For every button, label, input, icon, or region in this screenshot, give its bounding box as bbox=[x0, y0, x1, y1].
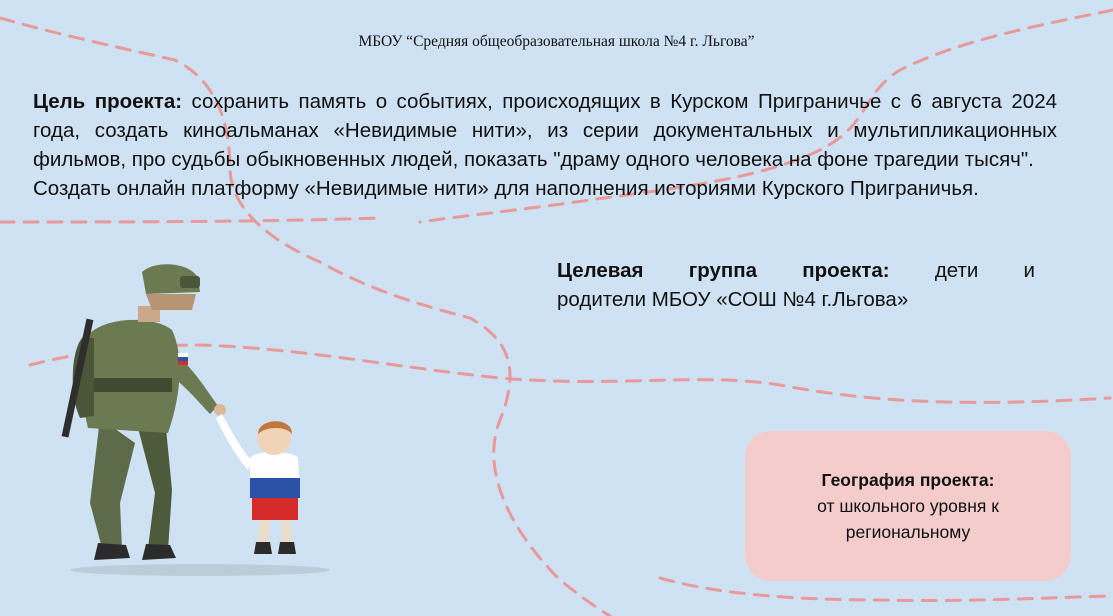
geography-box bbox=[745, 431, 1071, 581]
target-group-label-word-3: проекта: bbox=[802, 259, 890, 282]
school-name-header: МБОУ “Средняя общеобразовательная школа №4 г. Льгова” bbox=[358, 33, 755, 50]
thread-bottom-right bbox=[660, 578, 1110, 601]
project-goal-label: Цель проекта: bbox=[33, 90, 183, 113]
project-goal-text: сохранить память о событиях, происходящих в Курском Приграничье с 6 августа 2024 года, создать киноальманах «Невидимые нити», из серии документальных и мультипликационных фильмов, про судьбы обыкновенных людей, показать "драму одного человека на фоне трагедии тысяч". bbox=[33, 90, 1057, 171]
geography-text-line-2: региональному bbox=[845, 522, 971, 542]
project-goal-paragraph bbox=[33, 87, 1057, 174]
target-group-text-word-1: дети bbox=[934, 259, 979, 282]
target-group-label-word-1: Целевая bbox=[557, 259, 644, 282]
geography-text-line-1: от школьного уровня к bbox=[817, 496, 999, 516]
target-group-text-word-2: и bbox=[1023, 259, 1035, 282]
geography-label: География проекта: bbox=[821, 470, 995, 490]
project-platform-text: Создать онлайн платформу «Невидимые нити» для наполнения историями Курского Приграничья. bbox=[33, 177, 979, 200]
thread-middle bbox=[0, 218, 380, 222]
project-goal-block bbox=[33, 87, 1057, 203]
soldier-and-child-illustration bbox=[60, 258, 350, 588]
target-group-block bbox=[557, 256, 1035, 314]
target-group-line-2: родители МБОУ «СОШ №4 г.Льгова» bbox=[557, 288, 909, 311]
target-group-label-word-2: группа bbox=[688, 259, 758, 282]
target-group-line-1 bbox=[557, 256, 1035, 285]
